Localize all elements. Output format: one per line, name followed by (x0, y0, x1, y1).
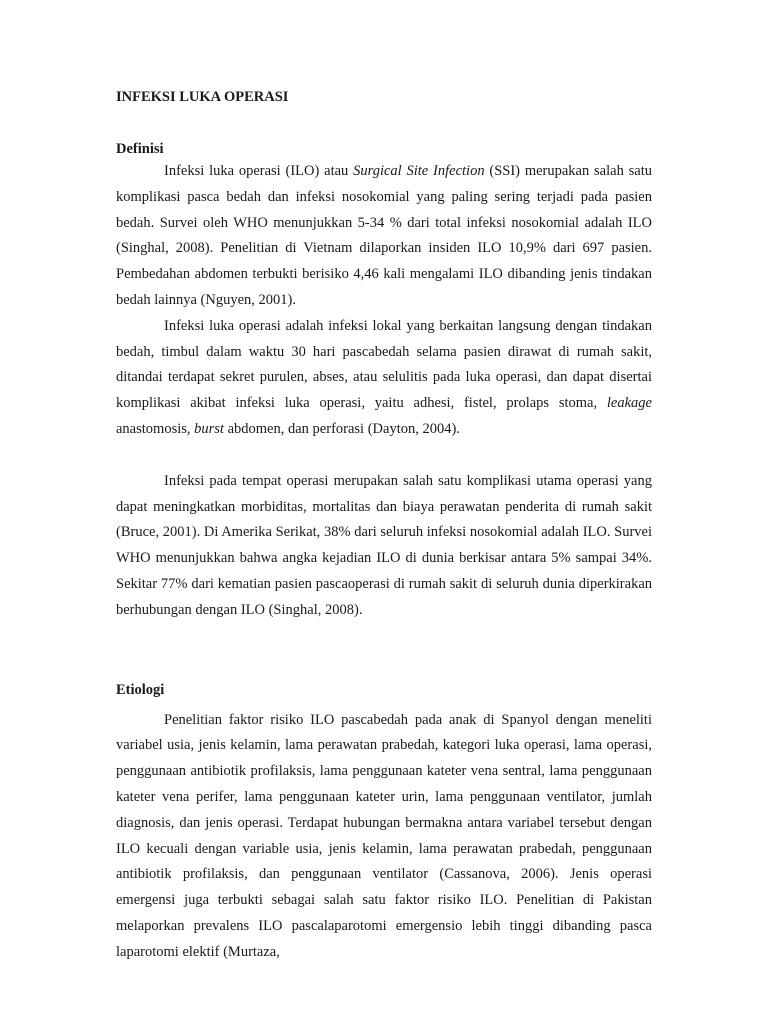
section-etiologi (116, 680, 652, 966)
paragraph: Infeksi luka operasi (ILO) atau Surgical Site Infection (SSI) merupakan salah satu komplikasi pasca bedah dan infeksi nosokomial yang paling sering terjadi pada pasien bedah. Survei oleh WHO menunjukkan 5-34 % dari total infeksi nosokomial adalah ILO (Singhal, 2008). Penelitian di Vietnam dilaporkan insiden ILO 10,9% dari 697 pasien. Pembedahan abdomen terbukti berisiko 4,46 kali mengalami ILO dibanding jenis tindakan bedah lainnya (Nguyen, 2001). (116, 163, 652, 308)
document-page (116, 87, 652, 966)
document-title: INFEKSI LUKA OPERASI (116, 89, 289, 105)
paragraph: Infeksi pada tempat operasi merupakan salah satu komplikasi utama operasi yang dapat meningkatkan morbiditas, mortalitas dan biaya perawatan penderita di rumah sakit (Bruce, 2001). Di Amerika Serikat, 38% dari seluruh infeksi nosokomial adalah ILO. Survei WHO menunjukkan bahwa angka kejadian ILO di dunia berkisar antara 5% sampai 34%. Sekitar 77% dari kematian pasien pascaoperasi di rumah sakit di seluruh dunia diperkirakan berhubungan dengan ILO (Singhal, 2008). (116, 472, 652, 618)
section-heading-definisi: Definisi (116, 141, 164, 157)
paragraph: Penelitian faktor risiko ILO pascabedah pada anak di Spanyol dengan meneliti variabel usia, jenis kelamin, lama perawatan prabedah, kategori luka operasi, lama operasi, penggunaan antibiotik profilaksis, lama penggunaan kateter vena sentral, lama penggunaan kateter vena perifer, lama penggunaan kateter urin, lama penggunaan ventilator, jumlah diagnosis, dan jenis operasi. Terdapat hubungan bermakna antara variabel tersebut dengan ILO kecuali dengan variable usia, jenis kelamin, lama perawatan prabedah, penggunaan antibiotik profilaksis, dan penggunaan ventilator (Cassanova, 2006). Jenis operasi emergensi juga terbukti sebagai salah satu faktor risiko ILO. Penelitian di Pakistan melaporkan prevalens ILO pascalaparotomi emergensio lebih tinggi dibanding pasca laparotomi elektif (Murtaza, (116, 711, 652, 960)
paragraph: Infeksi luka operasi adalah infeksi lokal yang berkaitan langsung dengan tindakan bedah, timbul dalam waktu 30 hari pascabedah selama pasien dirawat di rumah sakit, ditandai terdapat sekret purulen, abses, atau selulitis pada luka operasi, dan dapat disertai komplikasi akibat infeksi luka operasi, yaitu adhesi, fistel, prolaps stoma, leakage anastomosis, burst abdomen, dan perforasi (Dayton, 2004). (116, 317, 652, 437)
section-definisi (116, 139, 652, 624)
section-heading-etiologi: Etiologi (116, 681, 165, 698)
